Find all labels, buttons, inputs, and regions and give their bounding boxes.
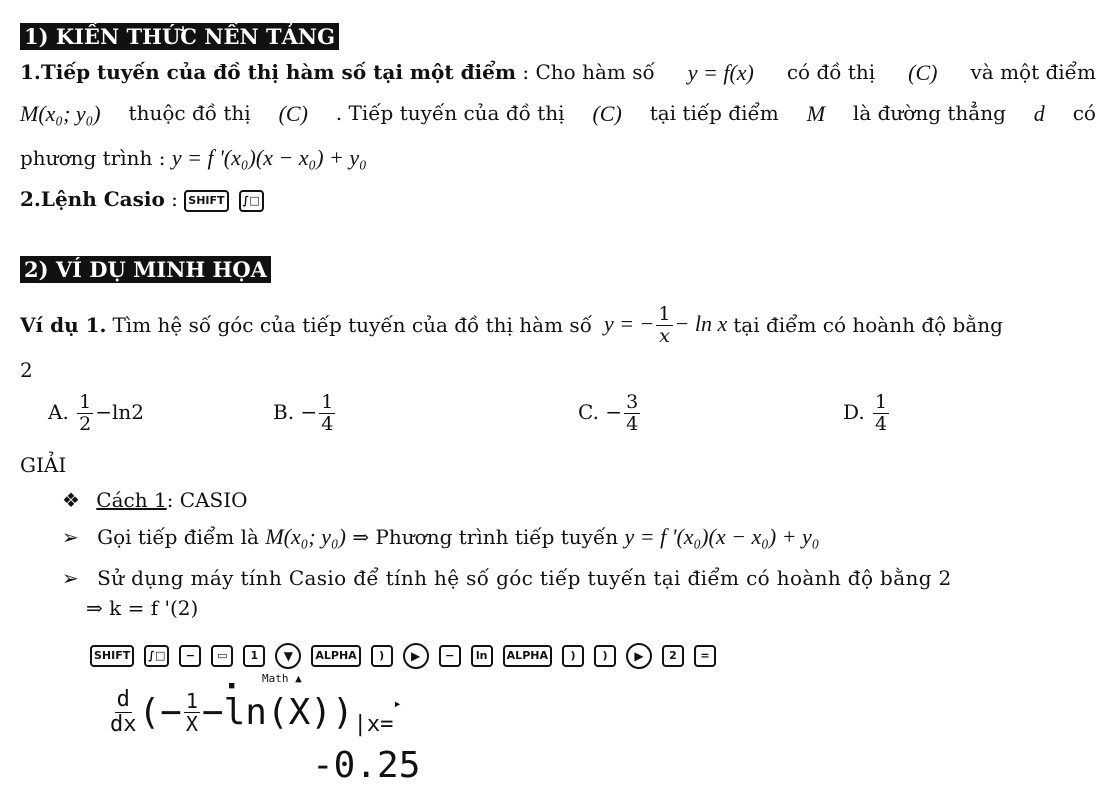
formula: y = − xyxy=(603,310,655,336)
text: : xyxy=(171,187,178,211)
derivative-key-icon: ∫□ xyxy=(144,645,169,667)
fraction xyxy=(656,304,672,347)
fraction-key-icon: ▭ xyxy=(211,645,233,667)
shift-key-icon: SHIFT xyxy=(90,645,134,667)
definition-line-3 xyxy=(20,145,367,171)
option-label: D. xyxy=(843,399,865,424)
definition-title: 1.Tiếp tuyến của đồ thị hàm số tại một điểm xyxy=(20,60,517,84)
right-arrow-key-icon: ▶ xyxy=(626,643,652,669)
result-formula: ⇒ k = f '(2) xyxy=(86,596,199,620)
tangent-formula: y = f '(x₀)(x − x₀) + y₀ xyxy=(171,145,367,170)
sign: − xyxy=(605,399,623,424)
denominator: X xyxy=(185,712,198,737)
alpha-key-icon: ALPHA xyxy=(503,645,552,667)
example-label: Ví dụ 1. xyxy=(20,313,107,338)
formula: M(x₀; y₀) xyxy=(20,101,101,126)
option-label: B. xyxy=(273,399,295,424)
fraction xyxy=(184,690,200,735)
method-title: Cách 1 xyxy=(96,488,167,512)
numerator: 1 xyxy=(79,391,92,413)
fraction xyxy=(873,392,889,435)
option-b[interactable] xyxy=(273,392,337,435)
denominator: 4 xyxy=(875,412,888,435)
indicator-icon: ■ xyxy=(229,681,235,691)
numerator: 1 xyxy=(875,391,888,413)
diamond-bullet-icon: ❖ xyxy=(62,488,80,512)
section-heading: 1) KIẾN THỨC NỀN TẢNG xyxy=(20,23,339,50)
denominator: 4 xyxy=(321,412,334,435)
numerator: d xyxy=(116,687,130,712)
calculator-display-expression xyxy=(108,688,402,737)
derivative-key-icon: ∫□ xyxy=(239,190,264,212)
formula: y = f(x) xyxy=(687,60,754,85)
sign: − xyxy=(300,399,318,424)
formula: y = f '(x₀)(x − x₀) + y₀ xyxy=(624,524,820,549)
option-label: C. xyxy=(578,399,599,424)
step-2 xyxy=(62,566,1096,590)
arrow-bullet-icon: ➢ xyxy=(62,525,79,549)
fraction xyxy=(624,392,640,435)
numerator: 1 xyxy=(658,303,671,325)
arrow-bullet-icon: ➢ xyxy=(62,566,79,590)
close-paren-key-icon: ) xyxy=(594,645,616,667)
numerator: 1 xyxy=(185,689,198,714)
denominator: dx xyxy=(110,712,137,738)
shift-key-icon: SHIFT xyxy=(184,190,228,212)
casio-command-line xyxy=(20,187,274,212)
step-1 xyxy=(62,524,819,550)
method-line xyxy=(62,488,248,512)
text: là đường thẳng xyxy=(852,101,1006,125)
key-sequence xyxy=(90,642,726,669)
text: . Tiếp tuyến của đồ thị xyxy=(335,101,565,125)
option-suffix: −ln2 xyxy=(95,399,145,424)
text: và một điểm xyxy=(970,60,1096,84)
close-paren-key-icon: ) xyxy=(562,645,584,667)
text: Sử dụng máy tính Casio để tính hệ số góc tiếp tuyến tại điểm có hoành độ bằng 2 xyxy=(97,566,952,590)
cursor-icon: ▸ xyxy=(393,696,402,712)
text: thuộc đồ thị xyxy=(128,101,251,125)
formula: d xyxy=(1033,101,1045,126)
example-function xyxy=(604,304,727,347)
numerator: 3 xyxy=(626,391,639,413)
text: 2 xyxy=(20,358,33,382)
formula: (C) xyxy=(592,101,622,126)
text: ⇒ Phương trình tiếp tuyến xyxy=(352,525,619,549)
down-arrow-key-icon: ▼ xyxy=(275,643,301,669)
text: Gọi tiếp điểm là xyxy=(97,525,259,549)
formula: (C) xyxy=(908,60,938,85)
command-title: 2.Lệnh Casio xyxy=(20,187,165,211)
expr: (− xyxy=(138,692,182,734)
eval-bar: |x= xyxy=(353,712,394,738)
derivative-operator xyxy=(110,688,137,737)
text: phương trình : xyxy=(20,146,166,170)
formula: − ln x xyxy=(674,310,728,336)
text: : CASIO xyxy=(166,488,248,512)
formula: M(x₀; y₀) xyxy=(265,524,346,549)
section-heading: 2) VÍ DỤ MINH HỌA xyxy=(20,256,271,283)
text: có xyxy=(1072,101,1096,125)
denominator: x xyxy=(659,324,670,347)
option-label: A. xyxy=(48,399,69,424)
two-key-icon: 2 xyxy=(662,645,684,667)
definition-line-2 xyxy=(20,101,1096,127)
text: tại điểm có hoành độ bằng xyxy=(733,313,1003,338)
text: Tìm hệ số góc của tiếp tuyến của đồ thị hàm số xyxy=(112,313,592,338)
alpha-key-icon: ALPHA xyxy=(311,645,360,667)
fraction xyxy=(319,392,335,435)
denominator: 2 xyxy=(79,412,92,435)
equals-key-icon: = xyxy=(694,645,716,667)
one-key-icon: 1 xyxy=(243,645,265,667)
math-indicator: Math ▲ xyxy=(262,672,302,685)
option-a[interactable] xyxy=(48,392,144,435)
fraction xyxy=(77,392,93,435)
close-paren-key-icon: ) xyxy=(371,645,393,667)
expr: −ln(X)) xyxy=(201,692,354,734)
minus-key-icon: − xyxy=(179,645,201,667)
text: : Cho hàm số xyxy=(522,60,655,84)
calculator-result: -0.25 xyxy=(312,745,421,786)
formula: M xyxy=(806,101,826,126)
text: có đồ thị xyxy=(786,60,876,84)
option-c[interactable] xyxy=(578,392,642,435)
formula: (C) xyxy=(278,101,308,126)
definition-line-1 xyxy=(20,60,1096,86)
denominator: 4 xyxy=(626,412,639,435)
text: tại tiếp điểm xyxy=(649,101,779,125)
numerator: 1 xyxy=(321,391,334,413)
right-arrow-key-icon: ▶ xyxy=(403,643,429,669)
option-d[interactable] xyxy=(843,392,891,435)
minus-key-icon: − xyxy=(439,645,461,667)
example-line xyxy=(20,304,1003,347)
ln-key-icon: ln xyxy=(471,645,493,667)
solution-label: GIẢI xyxy=(20,453,67,477)
